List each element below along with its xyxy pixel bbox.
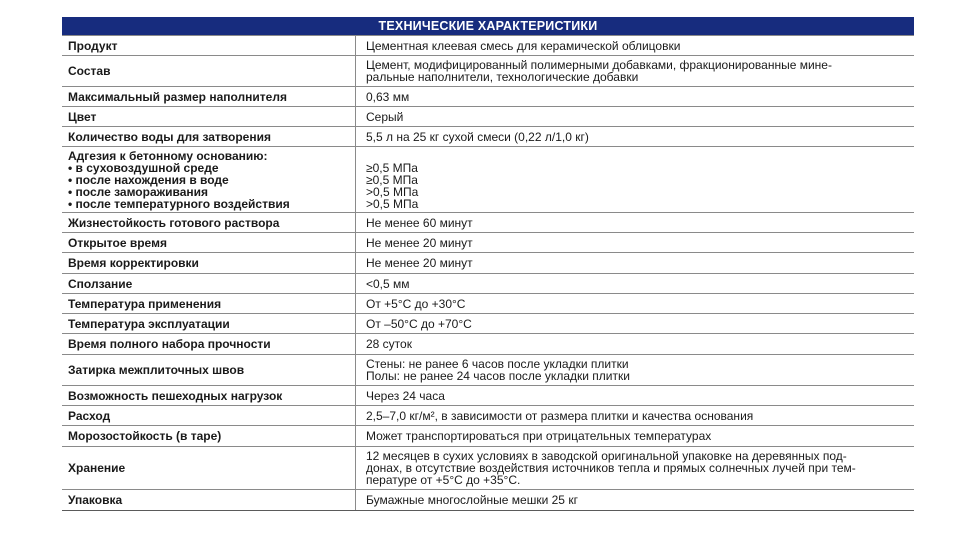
row-label: Температура применения (68, 296, 222, 311)
table-title: ТЕХНИЧЕСКИЕ ХАРАКТЕРИСТИКИ (62, 17, 914, 35)
row-value-line: Стены: не ранее 6 часов после укладки плитки (366, 357, 629, 371)
row-label: Состав (68, 64, 111, 78)
table-row (62, 87, 914, 107)
row-value-line: донах, в отсутствие воздействия источников тепла и прямых солнечных лучей при тем- (366, 461, 856, 475)
row-value: 2,5–7,0 кг/м², в зависимости от размера плитки и качества основания (355, 406, 914, 425)
row-label-line: • после замораживания (68, 184, 209, 199)
table-row (62, 147, 914, 213)
table-row (62, 56, 914, 87)
row-value-line: ≥0,5 МПа (366, 172, 418, 187)
row-label: Максимальный размер наполнителя (68, 89, 287, 104)
row-label: Время полного набора прочности (68, 337, 271, 351)
row-value-line: >0,5 МПа (366, 196, 419, 211)
row-label: Цвет (68, 109, 97, 124)
row-value (355, 355, 914, 385)
row-label: Продукт (68, 38, 118, 53)
row-label: Хранение (68, 461, 126, 475)
row-label-line: • после температурного воздействия (68, 196, 290, 211)
row-value: Не менее 20 минут (355, 233, 914, 252)
table-row (62, 233, 914, 253)
row-value-line: >0,5 МПа (366, 184, 419, 199)
table-row (62, 355, 914, 386)
row-value-line: Полы: не ранее 24 часов после укладки плитки (366, 369, 630, 383)
row-value-line: ральные наполнители, технологические добавки (366, 70, 639, 84)
row-label: Морозостойкость (в таре) (68, 429, 222, 443)
row-value-line: 12 месяцев в сухих условиях в заводской оригинальной упаковке на деревянных под- (366, 449, 847, 463)
table-row (62, 447, 914, 490)
row-label-line: Адгезия к бетонному основанию: (68, 148, 268, 163)
row-value-line: ≥0,5 МПа (366, 160, 418, 175)
technical-specs-table (62, 17, 914, 511)
row-value: Не менее 20 минут (355, 253, 914, 273)
row-value: От +5°С до +30°С (355, 294, 914, 313)
row-label: Температура эксплуатации (68, 316, 230, 331)
table-row (62, 274, 914, 294)
row-value-line: пературе от +5°С до +35°С. (366, 473, 521, 487)
row-value: От –50°С до +70°С (355, 314, 914, 333)
table-row (62, 386, 914, 406)
row-label: Упаковка (68, 493, 123, 507)
table-row (62, 334, 914, 355)
table-row (62, 314, 914, 334)
table-row (62, 426, 914, 447)
row-value: 5,5 л на 25 кг сухой смеси (0,22 л/1,0 кг) (355, 127, 914, 146)
row-value (355, 56, 914, 86)
row-label: Жизнестойкость готового раствора (68, 215, 280, 230)
row-value: <0,5 мм (355, 274, 914, 293)
row-value: Может транспортироваться при отрицательных температурах (355, 426, 914, 446)
table-row (62, 35, 914, 56)
row-value: 28 суток (355, 334, 914, 354)
row-label: Сползание (68, 276, 133, 291)
row-value: 0,63 мм (355, 87, 914, 106)
row-label: Количество воды для затворения (68, 129, 271, 144)
table-row (62, 294, 914, 314)
table-row (62, 253, 914, 274)
table-row (62, 127, 914, 147)
table-row (62, 213, 914, 233)
row-value: Цементная клеевая смесь для керамической облицовки (355, 36, 914, 55)
table-row (62, 107, 914, 127)
row-label: Открытое время (68, 235, 167, 250)
row-value (355, 447, 914, 489)
row-label-line: • в суховоздушной среде (68, 160, 219, 175)
row-label: Возможность пешеходных нагрузок (68, 388, 283, 403)
row-label: Расход (68, 408, 111, 423)
row-value (355, 147, 914, 212)
row-value: Бумажные многослойные мешки 25 кг (355, 490, 914, 510)
row-label-line: • после нахождения в воде (68, 172, 229, 187)
row-value: Не менее 60 минут (355, 213, 914, 232)
table-row (62, 490, 914, 511)
row-value: Через 24 часа (355, 386, 914, 405)
row-label: Время корректировки (68, 256, 199, 270)
row-value: Серый (355, 107, 914, 126)
table-row (62, 406, 914, 426)
row-label (62, 147, 355, 212)
row-label: Затирка межплиточных швов (68, 363, 245, 377)
row-value-line: Цемент, модифицированный полимерными добавками, фракционированные мине- (366, 58, 832, 72)
